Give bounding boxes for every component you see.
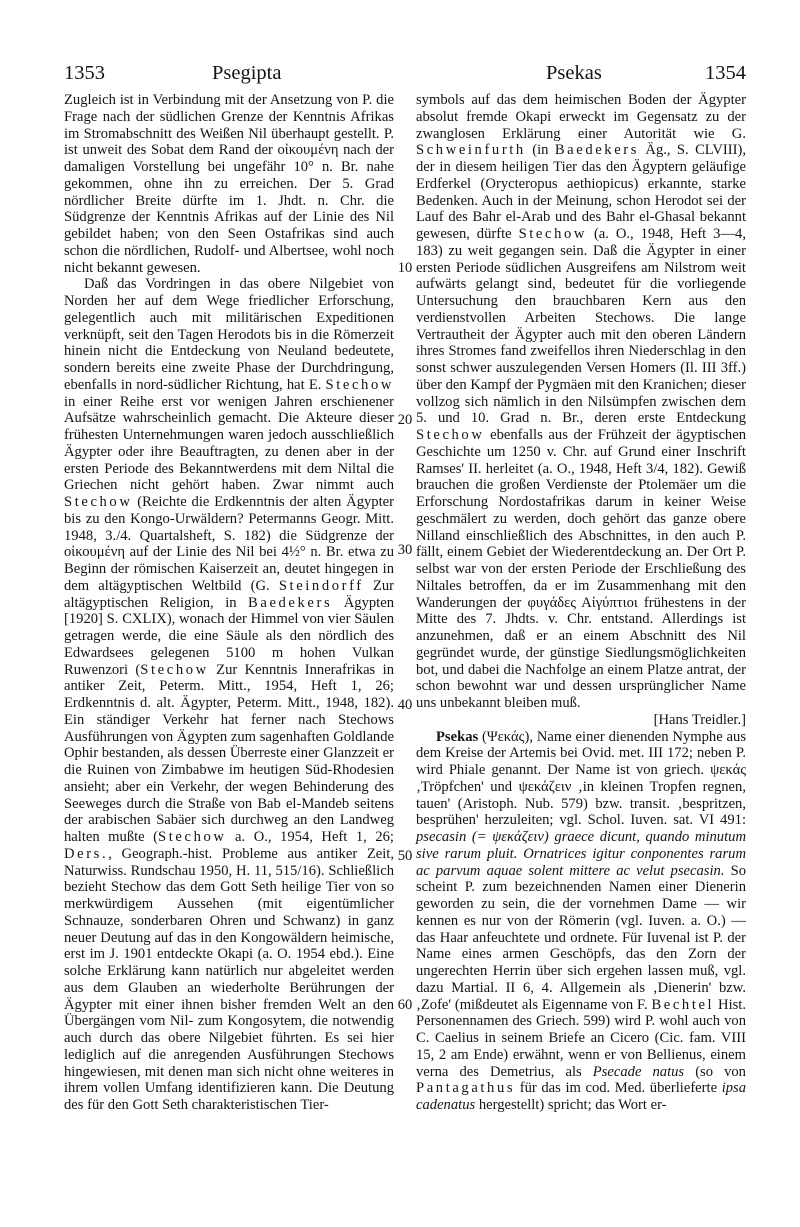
- lexicon-entry-psekas: Psekas (Ψεκάς), Name einer dienenden Nymphe aus dem Kreise der Artemis bei Ovid. met. III 172; neben P. wird Phiale genannt. Der Name ist von griech. ψεκάς ‚Tröpfchen' und ψεκάζειν ‚in kleinen Tropfen regnen, tauen' (Aristoph. Nub. 579) bzw. transit. ‚bespritzen, besprühen' herzuleiten; vgl. Schol. Iuven. sat. VI 491: psecasin (= ψεκάζειν) graece dicunt, quando minutum sive rarum pluit. Ornatrices igitur conponentes rarum ac parvum aquae solent mittere ac velut psecasin. So scheint P. zum bezeichnenden Namen einer Dienerin geworden zu sein, die der vornehmen Dame — wir kennen es nur von der Römerin (vgl. Iuven. a. O.) — das Haar anfeuchtete und ordnete. Für Iuvenal ist P. der Name eines armen Geschöpfs, das den Zorn der ungerechten Herrin über sich ergehen lassen muß, vgl. dazu Martial. II 6, 4. Allgemein als ‚Dienerin' bzw. ‚Zofe' (mißdeutet als Eigenname von F. Bechtel Hist. Personennamen des Griech. 599) wird P. wohl auch von C. Caelius in seinem Briefe an Cicero (Cic. fam. VIII 15, 2 am Ende) erwähnt, wenn er von Bellienus, einem verna des Demetrius, als Psecade natus (so von Pantagathus für das im cod. Med. überlieferte ipsa cadenatus hergestellt) spricht; das Wort er-: [416, 728, 747, 1113]
- spaced-author-name: Stechow: [518, 226, 588, 242]
- spaced-author-name: Stechow: [416, 427, 485, 443]
- right-column: [416, 92, 746, 1114]
- right-paragraph-1: symbols auf das dem heimischen Boden der Ägypter absolut fremde Okapi erweckt im Gegensatz zu der zwanglosen Erklärung einer Autorität wie G. Schweinfurth (in Baedekers Äg., S. CLVIII), der in diesem heiligen Tier das den Ägyptern geläufige Erdferkel (Orycteropus aethiopicus) erkannte, starke Bedenken. Auch in der Meinung, schon Herodot sei der Lauf des Bahr el-Arab und des Bahr el-Ghasal bekannt gewesen, dürfte Stechow (a. O., 1948, Heft 3—4, 183) zu weit gegangen sein. Daß die Ägypter in einer ersten Periode südlichen Ausgreifens am Nilstrom weit aufwärts gelangt sind, bedeutet für die vorliegende Untersuchung den brauchbaren Kern aus den verdienstvollen Arbeiten Stechows. Die lange Vertrautheit der Ägypter auch mit den oberen Ländern ihres Stromes fand zweifellos ihren Niederschlag in den sonst schwer auszulegenden Versen Homers (Il. III 3ff.) über den Kampf der Pygmäen mit den Kranichen; dieser vollzog sich nämlich in den Nilsümpfen zwischen dem 5. und 10. Grad n. Br., deren erste Entdeckung Stechow ebenfalls aus der Frühzeit der ägyptischen Geschichte um 1250 v. Chr. auf Grund einer Inschrift Ramses' II. herleitet (a. O., 1948, Heft 3/4, 182). Gewiß brauchen die großen Verdienste der Ptolemäer um die Erforschung Nordostafrikas darum in keiner Weise geschmälert zu werden, doch gehört das ganze obere Nilland einschließlich des Abschnittes, in den auch P. fällt, einem Gebiet der Wiederentdeckung an. Der Ort P. selbst war von der ersten Periode der Erschließung des Niltales betroffen, da er im Zusammenhang mit den Wanderungen der φυγάδες Αἰγύπτιοι frühestens in der Mitte des 7. Jhdts. v. Chr. entstand. Allerdings ist anzunehmen, daß er an einem Abschnitt des Nil gegründet wurde, der günstige Siedlungsmöglichkeiten bot, und dabei die Nachfolge an einem Platze antrat, der schon bewohnt war und dessen ursprünglicher Name uns unbekannt bleiben muß.: [416, 92, 746, 711]
- right-page-number: 1354: [705, 62, 746, 84]
- running-header: [64, 60, 746, 90]
- left-catchword: Psegipta: [212, 62, 282, 84]
- left-paragraph-1: Zugleich ist in Verbindung mit der Ansetzung von P. die Frage nach der südlichen Grenze der Kenntnis Afrikas im Stromabschnitt des Weißen Nil überhaupt gestellt. P. ist unweit des Sobat dem Rand der οἰκουμένη nach der damaligen Vorstellung bei ungefähr 10° n. Br. nahe gekommen, ohne ihn zu erreichen. Der 5. Grad nördlicher Breite dürfte im 1. Jhdt. n. Chr. die Südgrenze der Kenntnis Afrikas auf der Linie des Nil gebildet haben; von den Seen Ostafrikas sind auch schon die nördlichen, Rudolf- und Albertsee, wohl noch nicht bekannt gewesen.: [64, 92, 394, 276]
- author-signature: [Hans Treidler.]: [653, 711, 746, 728]
- spaced-author-name: Stechow: [64, 494, 133, 510]
- spaced-author-name: Stechow: [158, 829, 227, 845]
- spaced-author-name: Bechtel: [651, 996, 715, 1013]
- left-column: [64, 92, 394, 1114]
- line-number: 50: [394, 848, 416, 865]
- latin-phrase: Psecade natus: [592, 1063, 685, 1080]
- latin-phrase: ipsa cadenatus: [416, 1080, 747, 1113]
- entry-lemma: Psekas: [436, 728, 479, 745]
- left-paragraph-2: Daß das Vordringen in das obere Nilgebiet von Norden her auf dem Wege friedlicher Erforschung, gelegentlich auch mit militärischen Expeditionen verknüpft, seit den Tagen Herodots bis in die Römerzeit hinein nicht die Entdeckung von Neuland bedeutete, sondern bereits eine zweite Phase der Durchdringung, ebenfalls in nord-südlicher Richtung, hat E. Stechow in einer Reihe erst vor wenigen Jahren erschienener Aufsätze wahrscheinlich gemacht. Die Akteure dieser frühesten Unternehmungen waren jedoch ausschließlich Ägypter oder ihre Beauftragten, zu denen aber in der ersten Periode des Bekanntwerdens mit dem Niltal die Griechen nicht gehört haben. Zwar nimmt auch Stechow (Reichte die Erdkenntnis der alten Ägypter bis zu den Kongo-Urwäldern? Petermanns Geogr. Mitt. 1948, 3./4. Quartalsheft, S. 182) die Südgrenze der οἰκουμένη auf der Linie des Nil bei 4½° n. Br. etwa zu Beginn der römischen Kaiserzeit an, deutet hingegen in dem altägyptischen Weltbild (G. Steindorff Zur altägyptischen Religion, in Baedekers Ägypten [1920] S. CXLIX), wonach der Himmel von vier Säulen getragen werde, die eine Säule als den nördlich des Edwardsees gelegenen 5100 m hohen Vulkan Ruwenzori (Stechow Zur Kenntnis Innerafrikas in antiker Zeit, Peterm. Mitt., 1954, Heft 1, 26; Erdkenntnis d. alt. Ägypter, Peterm. Mitt., 1948, 182). Ein ständiger Verkehr hat ferner nach Stechows Ausführungen von Ägypten zum sagenhaften Goldlande Ophir bestanden, als dessen Überreste einer Glanzzeit er die Ruinen von Zimbabwe im heutigen Süd-Rhodesien ansieht; aber ein Verkehr, der wegen Behinderung des Seeweges durch die Straße von Bab el-Mandeb seitens der arabischen Sabäer sich durchweg an den Landweg halten mußte (Stechow a. O., 1954, Heft 1, 26; Ders., Geograph.-hist. Probleme aus antiker Zeit, Naturwiss. Rundschau 1950, H. 11, 515/16). Schließlich bezieht Stechow das dem Gott Seth heilige Tier von so merkwürdigem Aussehen (mit eigentümlicher Schnauze, sonderbaren Ohren und Schwanz) in ganz neuer Deutung auf das in den Kongowäldern heimische, erst im J. 1901 entdeckte Okapi (a. O. 1954 ebd.). Eine solche Erklärung kann natürlich nur abgeleitet werden aus dem Glauben an wiederholte Berührungen der Ägypter mit einer ihnen bisher fremden Welt an den Übergängen vom Nil- zum Kongosytem, die notwendig auch durch das obere Nilgebiet führten. Es sei hier lediglich auf die anregenden Ausführungen Stechows hingewiesen, mit denen man sich nicht ohne weiteres in ihrem vollen Umfang identifizieren kann. Die Deutung des für den Gott Seth charakteristischen Tier-: [64, 276, 395, 1113]
- spaced-author-name: Baedekers: [248, 594, 333, 611]
- line-number: 20: [394, 412, 416, 429]
- line-number: 40: [394, 697, 416, 714]
- spaced-author-name: Schweinfurth: [416, 142, 526, 159]
- spaced-author-name: Stechow: [325, 376, 394, 393]
- line-number: 60: [394, 997, 416, 1014]
- spaced-author-name: Baedekers: [554, 142, 640, 159]
- spaced-author-name: Ders.: [64, 845, 109, 862]
- line-number: 10: [394, 260, 416, 277]
- left-page-number: 1353: [64, 62, 105, 84]
- line-number: 30: [394, 542, 416, 559]
- spaced-author-name: Stechow: [140, 661, 209, 678]
- latin-quotation: psecasin (= ψεκάζειν) graece dicunt, quando minutum sive rarum pluit. Ornatrices igitur conponentes rarum ac parvum aquae solent mittere ac velut psecasin.: [416, 829, 746, 879]
- spaced-author-name: Steindorff: [278, 577, 364, 594]
- right-catchword: Psekas: [546, 62, 602, 84]
- spaced-author-name: Pantagathus: [416, 1080, 516, 1097]
